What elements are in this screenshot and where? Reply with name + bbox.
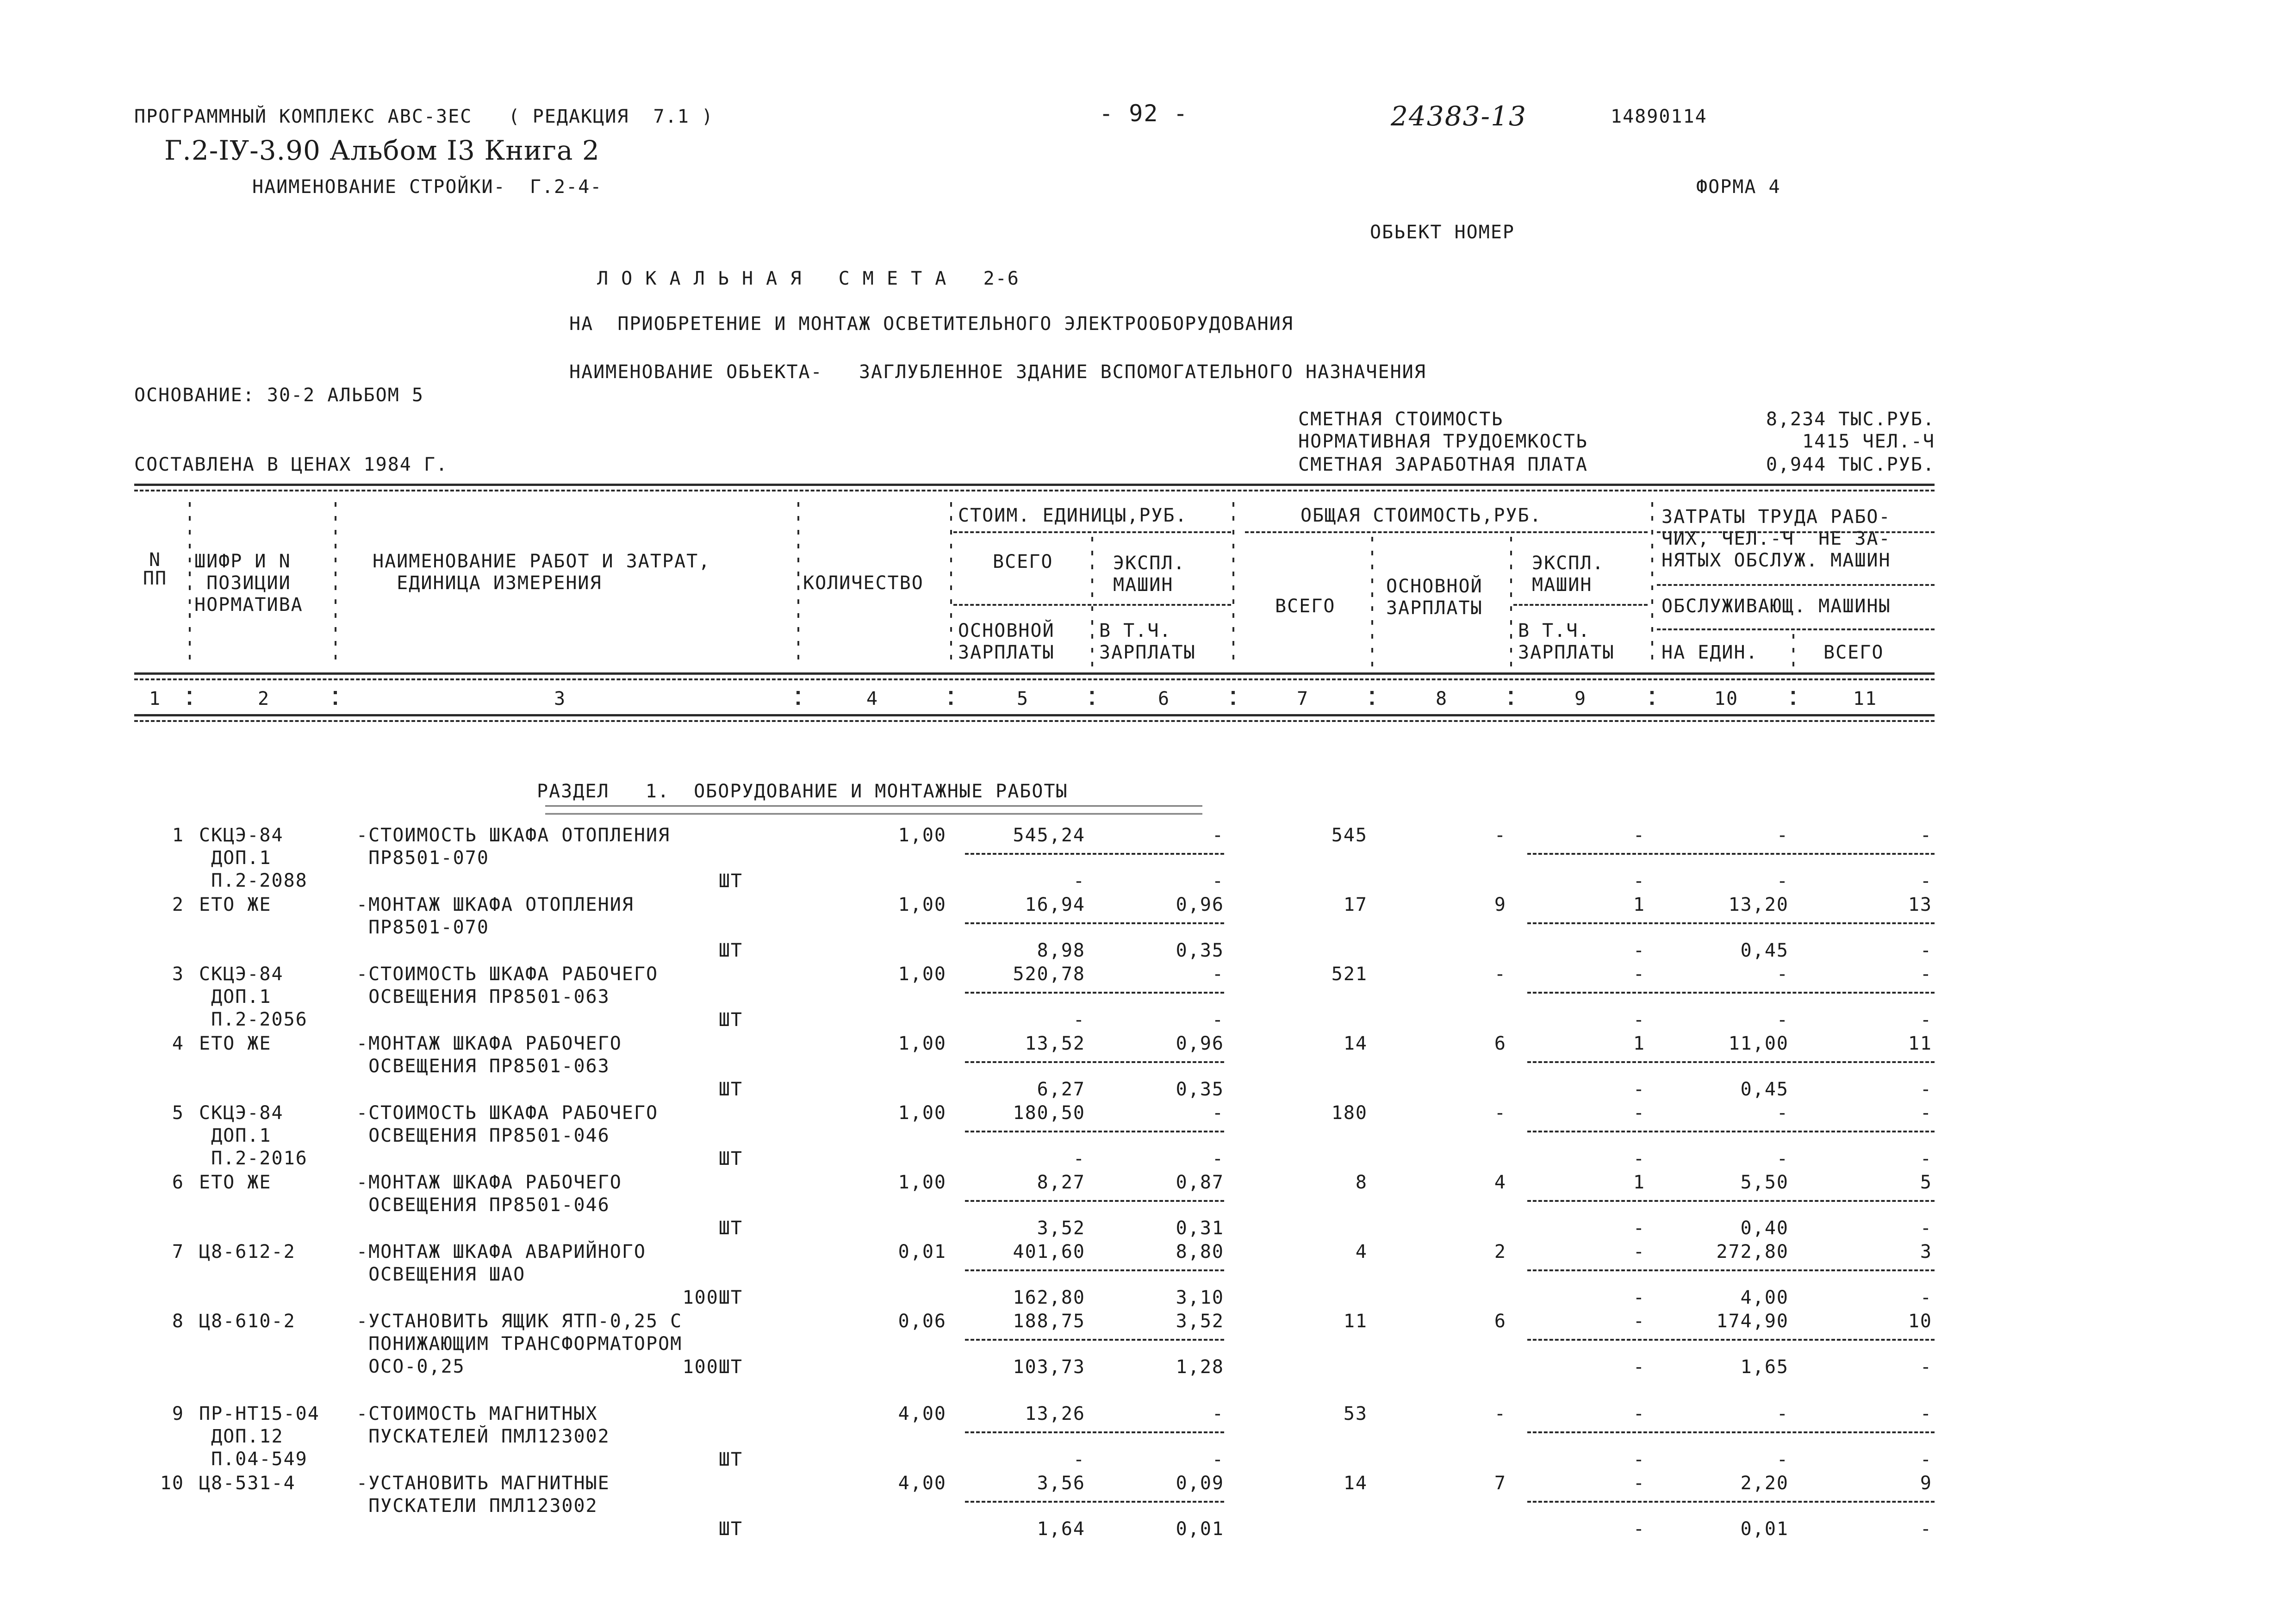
row-quantity: 1,00 — [898, 825, 946, 846]
row-rule — [1527, 1200, 1935, 1202]
row-name: ОСВЕЩЕНИЯ ПР8501-046 — [356, 1194, 610, 1216]
row-unit-machines: - — [1212, 1403, 1224, 1424]
summary-label: НОРМАТИВНАЯ ТРУДОЕМКОСТЬ — [1298, 431, 1588, 452]
row-quantity: 1,00 — [898, 1172, 946, 1193]
row-labor-unit-service: 0,40 — [1740, 1218, 1789, 1239]
row-name: -СТОИМОСТЬ МАГНИТНЫХ — [356, 1403, 598, 1424]
row-rule — [1527, 1501, 1935, 1503]
page-number: - 92 - — [1099, 100, 1188, 127]
row-labor-unit-service: 1,65 — [1740, 1356, 1789, 1378]
row-name: ОСО-0,25 — [356, 1356, 465, 1377]
row-labor-total-service: - — [1920, 1218, 1932, 1239]
row-total-all: 53 — [1343, 1403, 1368, 1424]
row-unit: ШТ — [718, 871, 743, 892]
row-total-machines: - — [1633, 1311, 1645, 1332]
row-number: 5 — [172, 1102, 184, 1124]
col-header-labor-service: ОБСЛУЖИВАЮЩ. МАШИНЫ — [1661, 596, 1891, 617]
section-title: РАЗДЕЛ 1. ОБОРУДОВАНИЕ И МОНТАЖНЫЕ РАБОТЫ — [537, 781, 1068, 802]
column-number: 6 — [1157, 688, 1170, 709]
row-labor-unit-service: - — [1776, 1148, 1789, 1169]
row-code: Ц8-531-4 — [199, 1473, 296, 1494]
numbers-bottom-rule — [134, 714, 1935, 716]
row-rule — [1527, 1131, 1935, 1132]
row-unit-machine-wage: - — [1212, 1449, 1224, 1470]
row-code: ДОП.1 — [199, 1125, 272, 1146]
summary-value: 1415 ЧЕЛ.-Ч — [1802, 431, 1935, 452]
row-unit-machine-wage: - — [1212, 1148, 1224, 1169]
column-number: 4 — [866, 688, 879, 709]
row-labor-total: - — [1920, 1403, 1932, 1424]
row-total-wage: - — [1494, 825, 1506, 846]
row-total-machine-wage: - — [1633, 1287, 1645, 1308]
row-code: ЕТО ЖЕ — [199, 894, 272, 915]
row-unit-wage: 162,80 — [1013, 1287, 1085, 1308]
row-unit-machines: 0,96 — [1176, 894, 1224, 915]
row-total-machine-wage: - — [1633, 1518, 1645, 1540]
row-rule — [965, 1339, 1224, 1341]
header-rule — [1657, 628, 1935, 630]
row-labor-unit: - — [1776, 964, 1789, 985]
row-name: -УСТАНОВИТЬ МАГНИТНЫЕ — [356, 1473, 610, 1494]
row-total-wage: - — [1494, 1403, 1506, 1424]
row-name: ОСВЕЩЕНИЯ ПР8501-046 — [356, 1125, 610, 1146]
row-total-machine-wage: - — [1633, 871, 1645, 892]
header-rule — [953, 531, 1231, 533]
col-header-quantity: КОЛИЧЕСТВО — [803, 572, 924, 594]
col-header-labor-total: ВСЕГО — [1823, 642, 1884, 663]
row-unit-machine-wage: 0,01 — [1176, 1518, 1224, 1540]
row-unit-wage: 3,52 — [1037, 1218, 1085, 1239]
row-total-wage: 6 — [1494, 1033, 1506, 1054]
row-labor-total: 11 — [1908, 1033, 1932, 1054]
row-name: ОСВЕЩЕНИЯ ШАО — [356, 1264, 526, 1285]
row-unit-total: 8,27 — [1037, 1172, 1085, 1193]
row-total-wage: 7 — [1494, 1473, 1506, 1494]
row-labor-total-service: - — [1920, 1287, 1932, 1308]
row-unit-machines: 8,80 — [1176, 1241, 1224, 1262]
row-unit-total: 545,24 — [1013, 825, 1085, 846]
column-number: 7 — [1296, 688, 1309, 709]
column-number: 2 — [257, 688, 270, 709]
row-total-wage: 4 — [1494, 1172, 1506, 1193]
row-unit-machine-wage: 0,31 — [1176, 1218, 1224, 1239]
row-total-machine-wage: - — [1633, 1009, 1645, 1031]
row-total-wage: - — [1494, 1102, 1506, 1124]
col-header-unit-machines: ЭКСПЛ. МАШИН — [1113, 553, 1186, 596]
row-name: ПОНИЖАЮЩИМ ТРАНСФОРМАТОРОМ — [356, 1333, 683, 1355]
row-labor-total-service: - — [1920, 871, 1932, 892]
row-total-all: 521 — [1331, 964, 1368, 985]
row-rule — [965, 992, 1224, 994]
row-unit-total: 13,26 — [1025, 1403, 1085, 1424]
row-unit-wage: 103,73 — [1013, 1356, 1085, 1378]
row-name: ПР8501-070 — [356, 917, 489, 938]
col-header-total-machines: ЭКСПЛ. МАШИН — [1532, 553, 1605, 596]
row-labor-total-service: - — [1920, 1356, 1932, 1378]
row-labor-unit-service: 0,45 — [1740, 940, 1789, 961]
row-code: ДОП.12 — [199, 1426, 284, 1447]
row-labor-unit: 174,90 — [1716, 1311, 1789, 1332]
row-unit-total: 13,52 — [1025, 1033, 1085, 1054]
col-header-labor-unit: НА ЕДИН. — [1661, 642, 1758, 663]
row-labor-unit-service: - — [1776, 1009, 1789, 1031]
header-bottom-rule — [134, 672, 1935, 675]
row-quantity: 0,06 — [898, 1311, 946, 1332]
column-number: 1 — [149, 688, 162, 709]
row-code: ЕТО ЖЕ — [199, 1172, 272, 1193]
row-total-machine-wage: - — [1633, 940, 1645, 961]
col-header-unit-cost: СТОИМ. ЕДИНИЦЫ,РУБ. — [958, 505, 1188, 526]
row-labor-total: - — [1920, 964, 1932, 985]
row-unit-wage: 8,98 — [1037, 940, 1085, 961]
row-labor-unit: 2,20 — [1740, 1473, 1789, 1494]
row-name: -МОНТАЖ ШКАФА РАБОЧЕГО — [356, 1033, 622, 1054]
row-labor-total: 13 — [1908, 894, 1932, 915]
row-unit-total: 3,56 — [1037, 1473, 1085, 1494]
row-total-all: 14 — [1343, 1473, 1368, 1494]
row-total-wage: - — [1494, 964, 1506, 985]
col-header-labor: ЗАТРАТЫ ТРУДА РАБО- ЧИХ, ЧЕЛ.-Ч НЕ ЗА- НЯТЫХ ОБСЛУЖ. МАШИН — [1661, 506, 1891, 572]
row-total-machines: - — [1633, 1102, 1645, 1124]
row-number: 4 — [172, 1033, 184, 1054]
estimate-subject: НА ПРИОБРЕТЕНИЕ И МОНТАЖ ОСВЕТИТЕЛЬНОГО ЭЛЕКТРООБОРУДОВАНИЯ — [569, 313, 1294, 335]
col-header-total-cost: ОБЩАЯ СТОИМОСТЬ,РУБ. — [1300, 505, 1542, 526]
row-rule — [1527, 1339, 1935, 1341]
row-unit-total: 401,60 — [1013, 1241, 1085, 1262]
row-total-machines: - — [1633, 1403, 1645, 1424]
row-number: 8 — [172, 1311, 184, 1332]
row-total-machines: - — [1633, 1473, 1645, 1494]
row-unit-machine-wage: 1,28 — [1176, 1356, 1224, 1378]
row-labor-total: - — [1920, 1102, 1932, 1124]
row-number: 6 — [172, 1172, 184, 1193]
col-header-unit-wage: ОСНОВНОЙ ЗАРПЛАТЫ — [958, 620, 1055, 664]
row-total-machines: 1 — [1633, 1033, 1645, 1054]
row-labor-unit-service: - — [1776, 1449, 1789, 1470]
header-bottom-rule-2 — [134, 678, 1935, 680]
row-unit-machines: 0,96 — [1176, 1033, 1224, 1054]
row-number: 3 — [172, 964, 184, 985]
numbers-bottom-rule-2 — [134, 720, 1935, 722]
row-code: П.2-2016 — [199, 1148, 308, 1169]
col-header-total-machine-wage: В Т.Ч. ЗАРПЛАТЫ — [1518, 620, 1615, 664]
row-total-wage: 2 — [1494, 1241, 1506, 1262]
row-unit-machine-wage: 3,10 — [1176, 1287, 1224, 1308]
row-rule — [1527, 922, 1935, 924]
row-labor-total-service: - — [1920, 1009, 1932, 1031]
row-quantity: 4,00 — [898, 1473, 946, 1494]
row-total-machines: 1 — [1633, 894, 1645, 915]
row-total-machines: - — [1633, 964, 1645, 985]
row-labor-unit: 272,80 — [1716, 1241, 1789, 1262]
row-name: -СТОИМОСТЬ ШКАФА ОТОПЛЕНИЯ — [356, 825, 671, 846]
object-name: НАИМЕНОВАНИЕ ОБЬЕКТА- ЗАГЛУБЛЕННОЕ ЗДАНИЕ ВСПОМОГАТЕЛЬНОГО НАЗНАЧЕНИЯ — [569, 361, 1426, 383]
row-labor-unit: 5,50 — [1740, 1172, 1789, 1193]
row-total-all: 180 — [1331, 1102, 1368, 1124]
row-unit-machines: 0,09 — [1176, 1473, 1224, 1494]
row-name: ПУСКАТЕЛЕЙ ПМЛ123002 — [356, 1426, 610, 1447]
document-code: 24383-13 — [1391, 100, 1527, 132]
row-unit-machine-wage: - — [1212, 871, 1224, 892]
header-rule — [1513, 604, 1648, 606]
program-info: ПРОГРАММНЫЙ КОМПЛЕКС АВС-3ЕС ( РЕДАКЦИЯ 7.1 ) — [134, 106, 714, 127]
row-code: Ц8-610-2 — [199, 1311, 296, 1332]
row-rule — [965, 1200, 1224, 1202]
table-top-rule — [134, 484, 1935, 486]
row-unit: 100ШТ — [682, 1356, 743, 1378]
row-unit: ШТ — [718, 1079, 743, 1100]
row-rule — [965, 1501, 1224, 1503]
column-number: 10 — [1714, 688, 1739, 709]
row-unit-wage: - — [1073, 871, 1085, 892]
estimate-title: Л О К А Л Ь Н А Я С М Е Т А 2-6 — [597, 268, 1020, 289]
row-quantity: 1,00 — [898, 1102, 946, 1124]
row-number: 2 — [172, 894, 184, 915]
row-unit: ШТ — [718, 1009, 743, 1031]
row-name: -СТОИМОСТЬ ШКАФА РАБОЧЕГО — [356, 964, 659, 985]
summary-value: 0,944 ТЫС.РУБ. — [1766, 454, 1935, 475]
row-labor-unit: 13,20 — [1728, 894, 1789, 915]
form-label: ФОРМА 4 — [1696, 176, 1781, 198]
row-total-all: 17 — [1343, 894, 1368, 915]
row-labor-total: 5 — [1920, 1172, 1932, 1193]
row-name: ОСВЕЩЕНИЯ ПР8501-063 — [356, 986, 610, 1007]
row-labor-total: - — [1920, 825, 1932, 846]
column-number: 11 — [1853, 688, 1878, 709]
row-unit: ШТ — [718, 1148, 743, 1169]
col-header-name: НАИМЕНОВАНИЕ РАБОТ И ЗАТРАТ, ЕДИНИЦА ИЗМЕРЕНИЯ — [373, 551, 711, 594]
row-total-all: 14 — [1343, 1033, 1368, 1054]
row-unit: 100ШТ — [682, 1287, 743, 1308]
row-unit-machines: - — [1212, 964, 1224, 985]
row-total-all: 8 — [1355, 1172, 1368, 1193]
row-unit-wage: - — [1073, 1148, 1085, 1169]
row-total-all: 545 — [1331, 825, 1368, 846]
row-unit-machines: 3,52 — [1176, 1311, 1224, 1332]
row-rule — [1527, 853, 1935, 855]
row-total-all: 4 — [1355, 1241, 1368, 1262]
row-number: 10 — [160, 1473, 184, 1494]
document-id: 14890114 — [1611, 106, 1707, 127]
row-total-machines: 1 — [1633, 1172, 1645, 1193]
row-name: -УСТАНОВИТЬ ЯЩИК ЯТП-0,25 С — [356, 1311, 683, 1332]
row-name: -МОНТАЖ ШКАФА ОТОПЛЕНИЯ — [356, 894, 634, 915]
row-labor-unit: 11,00 — [1728, 1033, 1789, 1054]
row-code: ДОП.1 — [199, 847, 272, 869]
row-total-wage: 6 — [1494, 1311, 1506, 1332]
object-number: ОБЬЕКТ НОМЕР — [1370, 222, 1515, 243]
row-name: -СТОИМОСТЬ ШКАФА РАБОЧЕГО — [356, 1102, 659, 1124]
row-number: 1 — [172, 825, 184, 846]
row-labor-unit-service: - — [1776, 871, 1789, 892]
row-name: -МОНТАЖ ШКАФА АВАРИЙНОГО — [356, 1241, 646, 1262]
row-rule — [965, 1131, 1224, 1132]
row-labor-unit-service: 0,45 — [1740, 1079, 1789, 1100]
row-rule — [965, 1431, 1224, 1433]
row-code: СКЦЭ-84 — [199, 1102, 284, 1124]
row-unit-machines: - — [1212, 1102, 1224, 1124]
row-unit-wage: 1,64 — [1037, 1518, 1085, 1540]
row-quantity: 4,00 — [898, 1403, 946, 1424]
row-labor-unit-service: 4,00 — [1740, 1287, 1789, 1308]
row-unit-total: 180,50 — [1013, 1102, 1085, 1124]
row-code: ДОП.1 — [199, 986, 272, 1007]
row-code: СКЦЭ-84 — [199, 825, 284, 846]
row-labor-unit: - — [1776, 1403, 1789, 1424]
column-number: 5 — [1016, 688, 1029, 709]
row-labor-total: 3 — [1920, 1241, 1932, 1262]
row-labor-unit: - — [1776, 1102, 1789, 1124]
construction-name: НАИМЕНОВАНИЕ СТРОЙКИ- Г.2-4- — [252, 176, 603, 198]
row-name: ПУСКАТЕЛИ ПМЛ123002 — [356, 1495, 598, 1517]
row-code: Ц8-612-2 — [199, 1241, 296, 1262]
row-labor-total: 9 — [1920, 1473, 1932, 1494]
row-rule — [1527, 1269, 1935, 1271]
table-top-rule-2 — [134, 490, 1935, 491]
row-code: СКЦЭ-84 — [199, 964, 284, 985]
row-number: 9 — [172, 1403, 184, 1424]
row-rule — [965, 1269, 1224, 1271]
row-total-machine-wage: - — [1633, 1449, 1645, 1470]
column-number: 8 — [1435, 688, 1448, 709]
column-number: 9 — [1574, 688, 1587, 709]
row-name: -МОНТАЖ ШКАФА РАБОЧЕГО — [356, 1172, 622, 1193]
summary-value: 8,234 ТЫС.РУБ. — [1766, 409, 1935, 430]
row-unit-machines: 0,87 — [1176, 1172, 1224, 1193]
row-labor-unit-service: 0,01 — [1740, 1518, 1789, 1540]
row-quantity: 1,00 — [898, 894, 946, 915]
row-total-machine-wage: - — [1633, 1079, 1645, 1100]
album-reference: Г.2-IУ-3.90 Альбом I3 Книга 2 — [164, 135, 600, 166]
prices-year: СОСТАВЛЕНА В ЦЕНАХ 1984 Г. — [134, 454, 448, 475]
row-rule — [965, 1061, 1224, 1063]
row-code: ЕТО ЖЕ — [199, 1033, 272, 1054]
row-rule — [965, 922, 1224, 924]
row-unit-machines: - — [1212, 825, 1224, 846]
row-rule — [1527, 1431, 1935, 1433]
row-unit: ШТ — [718, 940, 743, 961]
row-number: 7 — [172, 1241, 184, 1262]
row-unit-total: 188,75 — [1013, 1311, 1085, 1332]
col-header-number: N ПП — [143, 549, 168, 589]
row-labor-unit: - — [1776, 825, 1789, 846]
row-unit-wage: 6,27 — [1037, 1079, 1085, 1100]
header-rule — [1245, 531, 1648, 533]
row-total-machine-wage: - — [1633, 1356, 1645, 1378]
basis: ОСНОВАНИЕ: 30-2 АЛЬБОМ 5 — [134, 385, 424, 406]
row-unit: ШТ — [718, 1218, 743, 1239]
row-total-machines: - — [1633, 825, 1645, 846]
row-rule — [965, 853, 1224, 855]
row-rule — [1527, 992, 1935, 994]
header-rule — [1657, 584, 1935, 586]
section-underline — [545, 805, 1202, 815]
row-labor-total-service: - — [1920, 1449, 1932, 1470]
col-header-total-all: ВСЕГО — [1275, 596, 1336, 617]
row-unit-total: 16,94 — [1025, 894, 1085, 915]
row-labor-total-service: - — [1920, 1518, 1932, 1540]
row-total-machines: - — [1633, 1241, 1645, 1262]
row-quantity: 1,00 — [898, 1033, 946, 1054]
row-unit: ШТ — [718, 1449, 743, 1470]
row-code: П.2-2088 — [199, 870, 308, 891]
column-number: 3 — [554, 688, 566, 709]
row-quantity: 1,00 — [898, 964, 946, 985]
row-total-all: 11 — [1343, 1311, 1368, 1332]
summary-label: СМЕТНАЯ ЗАРАБОТНАЯ ПЛАТА — [1298, 454, 1588, 475]
col-header-code: ШИФР И N ПОЗИЦИИ НОРМАТИВА — [194, 551, 303, 616]
row-quantity: 0,01 — [898, 1241, 946, 1262]
header-rule — [953, 604, 1231, 606]
row-unit-total: 520,78 — [1013, 964, 1085, 985]
row-unit-machine-wage: 0,35 — [1176, 940, 1224, 961]
row-name: ОСВЕЩЕНИЯ ПР8501-063 — [356, 1056, 610, 1077]
col-header-unit-total: ВСЕГО — [993, 551, 1053, 572]
row-total-wage: 9 — [1494, 894, 1506, 915]
row-unit-wage: - — [1073, 1449, 1085, 1470]
col-header-total-wage: ОСНОВНОЙ ЗАРПЛАТЫ — [1386, 576, 1483, 619]
row-rule — [1527, 1061, 1935, 1063]
row-total-machine-wage: - — [1633, 1218, 1645, 1239]
row-labor-total-service: - — [1920, 1148, 1932, 1169]
row-name: ПР8501-070 — [356, 847, 489, 869]
row-code: П.04-549 — [199, 1449, 308, 1470]
row-labor-total-service: - — [1920, 940, 1932, 961]
summary-label: СМЕТНАЯ СТОИМОСТЬ — [1298, 409, 1504, 430]
col-header-unit-machine-wage: В Т.Ч. ЗАРПЛАТЫ — [1099, 620, 1196, 664]
header-rule — [1657, 531, 1935, 533]
row-unit-wage: - — [1073, 1009, 1085, 1031]
row-code: ПР-НТ15-04 — [199, 1403, 320, 1424]
row-unit-machine-wage: - — [1212, 1009, 1224, 1031]
row-labor-total-service: - — [1920, 1079, 1932, 1100]
row-unit-machine-wage: 0,35 — [1176, 1079, 1224, 1100]
row-total-machine-wage: - — [1633, 1148, 1645, 1169]
row-code: П.2-2056 — [199, 1009, 308, 1030]
row-unit: ШТ — [718, 1518, 743, 1540]
row-labor-total: 10 — [1908, 1311, 1932, 1332]
